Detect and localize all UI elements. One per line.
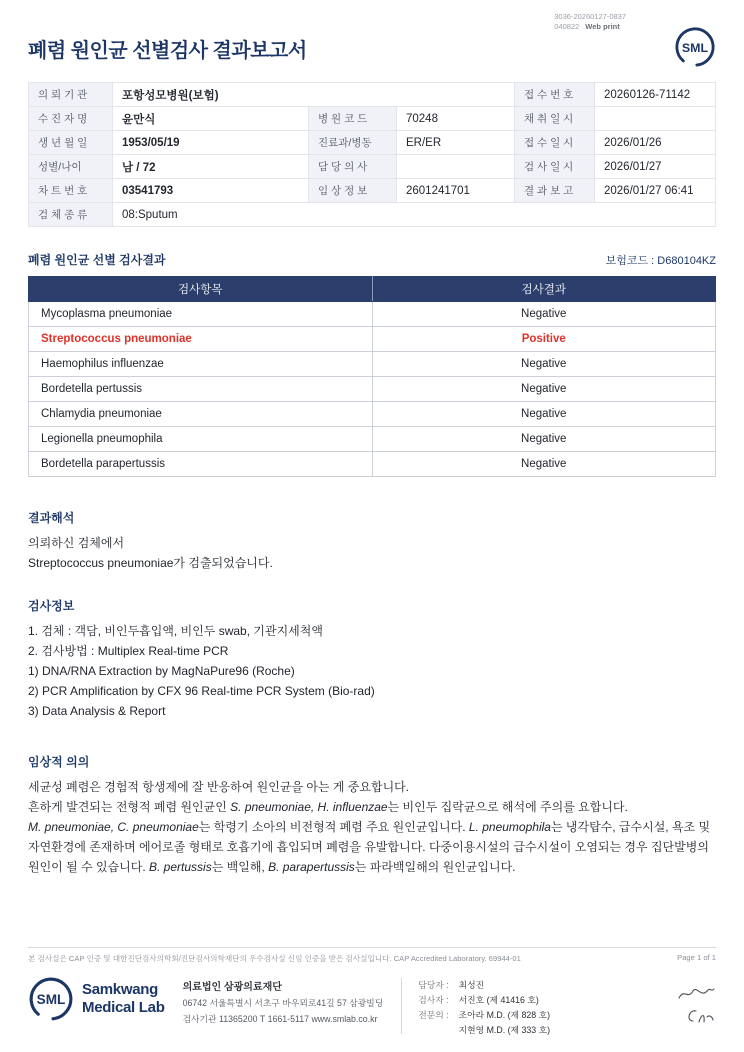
- label-receipt-no: 접 수 번 호: [515, 83, 595, 107]
- clinical-species-3: B. pertussis: [149, 860, 212, 874]
- clinical-line-1: 세균성 폐렴은 경험적 항생제에 잘 반응하여 원인균을 아는 게 중요합니다.: [28, 780, 410, 794]
- test-info-title: 검사정보: [28, 599, 75, 613]
- clinical-text-2: 는 냉각탑수, 급수시설, 욕조 및 자연환경에 존재하며 에어로졸 형태로 호흡기에 흡입되며 폐렴을 유발합니다. 다중이용시설의 급수시설이 오염되는 경우 집단발병의 원인이 될 수 있습니다.: [28, 820, 711, 874]
- label-specimen-type: 검 체 종 류: [29, 203, 113, 227]
- lab-name: [82, 981, 165, 1017]
- value-result-report: 2026/01/27 06:41: [595, 179, 716, 203]
- table-row: [29, 107, 716, 131]
- organization-contact: 검사기관 11365200 T 1661-5117 www.smlab.co.kr: [182, 1014, 378, 1024]
- table-row: [29, 155, 716, 179]
- label-chart-no: 차 트 번 호: [29, 179, 113, 203]
- manager-label: 담당자 :: [418, 980, 449, 990]
- table-row: [29, 179, 716, 203]
- table-row: [29, 203, 716, 227]
- clinical-line-2-species: S. pneumoniae, H. influenzae: [230, 800, 388, 814]
- results-section-bar: [28, 251, 716, 268]
- value-chart-no: 03541793: [113, 179, 309, 203]
- lab-name-line-1: Samkwang: [82, 981, 158, 998]
- test-info-line: 1) DNA/RNA Extraction by MagNaPure96 (Roche): [28, 664, 295, 678]
- organization-block: [183, 976, 384, 1025]
- clinical-line-2: [28, 797, 716, 817]
- test-result: Positive: [372, 327, 716, 352]
- insurance-code: 보험코드 : D680104KZ: [605, 255, 716, 267]
- report-header: [28, 26, 716, 68]
- test-name: Chlamydia pneumoniae: [29, 402, 373, 427]
- interpretation-title: 결과해석: [28, 511, 75, 525]
- lab-name-line-2: Medical Lab: [82, 999, 165, 1016]
- organization-address: 06742 서울특별시 서초구 바우뫼로41길 57 삼광빌딩: [182, 998, 384, 1008]
- label-patient-name: 수 진 자 명: [29, 107, 113, 131]
- table-row: [29, 131, 716, 155]
- table-row: [29, 402, 716, 427]
- clinical-text-4: 는 파라백일해의 원인균입니다.: [354, 860, 516, 874]
- clinical-species-1: M. pneumoniae, C. pneumoniae: [28, 820, 199, 834]
- print-code-2: [554, 22, 626, 32]
- specialist-name-2: 지현영 M.D. (제 333 호): [458, 1025, 551, 1035]
- patient-info-table: [28, 82, 716, 227]
- results-header-row: [29, 277, 716, 302]
- sml-logo-icon: [674, 26, 716, 68]
- interpretation-section: [28, 509, 716, 573]
- column-header-result: 검사결과: [372, 277, 716, 302]
- test-name: Legionella pneumophila: [29, 427, 373, 452]
- page-title: 폐렴 원인균 선별검사 결과보고서: [28, 40, 307, 62]
- certification-text: 본 검사실은 CAP 인증 및 대한진단검사의학회/진단검사의학재단의 우수검사실 신임 인증을 받은 검사실입니다. CAP Accredited Laboratory. 69944-01: [28, 954, 521, 963]
- test-name: Haemophilus influenzae: [29, 352, 373, 377]
- interpretation-line-2: Streptococcus pneumoniae가 검출되었습니다.: [28, 556, 273, 570]
- lab-brand: [28, 976, 165, 1022]
- test-name: Bordetella pertussis: [29, 377, 373, 402]
- test-info-line: 3) Data Analysis & Report: [28, 704, 166, 718]
- test-info-line: 2) PCR Amplification by CFX 96 Real-time PCR System (Bio-rad): [28, 684, 375, 698]
- clinical-species-4: B. parapertussis: [268, 860, 355, 874]
- clinical-paragraph: [28, 817, 716, 877]
- label-receipt-datetime: 접 수 일 시: [515, 131, 595, 155]
- results-table: [28, 276, 716, 477]
- value-hospital-code: 70248: [397, 107, 515, 131]
- sml-logo-icon: [28, 976, 74, 1022]
- value-sex-age: 남 / 72: [113, 155, 309, 179]
- test-result: Negative: [372, 427, 716, 452]
- clinical-line-2-post: 는 비인두 집락균으로 해석에 주의를 요합니다.: [387, 800, 628, 814]
- examiner-label: 검사자 :: [418, 995, 449, 1005]
- svg-text:SML: SML: [36, 992, 66, 1008]
- specialist-label-spacer: [418, 1023, 448, 1036]
- table-row: [29, 327, 716, 352]
- value-requesting-org: 포항성모병원(보험): [113, 83, 515, 107]
- value-specimen-type: 08:Sputum: [113, 203, 716, 227]
- value-department-ward: ER/ER: [397, 131, 515, 155]
- table-row: [29, 302, 716, 327]
- value-clinical-info: 2601241701: [397, 179, 515, 203]
- signature-icon: [676, 986, 716, 1007]
- table-row: [29, 377, 716, 402]
- test-name: Bordetella parapertussis: [29, 452, 373, 477]
- label-attending-doctor: 담 당 의 사: [309, 155, 397, 179]
- table-row: [29, 352, 716, 377]
- clinical-title: 임상적 의의: [28, 755, 90, 769]
- value-test-datetime: 2026/01/27: [595, 155, 716, 179]
- test-result: Negative: [372, 302, 716, 327]
- interpretation-line-1: 의뢰하신 검체에서: [28, 536, 125, 550]
- test-result: Negative: [372, 377, 716, 402]
- table-row: [29, 452, 716, 477]
- web-print-label: Web print: [585, 22, 620, 31]
- signatures: [676, 976, 716, 1031]
- certification-row: [28, 947, 716, 964]
- test-result: Negative: [372, 452, 716, 477]
- manager-name: 최성진: [458, 980, 485, 990]
- label-hospital-code: 병 원 코 드: [309, 107, 397, 131]
- signature-icon: [682, 1008, 716, 1031]
- value-receipt-no: 20260126-71142: [595, 83, 716, 107]
- page-number: Page 1 of 1: [677, 953, 716, 962]
- results-section-title: 폐렴 원인균 선별 검사결과: [28, 253, 166, 267]
- value-receipt-datetime: 2026/01/26: [595, 131, 716, 155]
- test-result: Negative: [372, 352, 716, 377]
- clinical-text-3: 는 백일해,: [211, 860, 269, 874]
- examiner-name: 서진호 (제 41416 호): [458, 995, 539, 1005]
- table-row: [29, 83, 716, 107]
- column-header-item: 검사항목: [29, 277, 373, 302]
- footer-bottom-row: [28, 976, 716, 1052]
- clinical-text-1: 는 학령기 소아의 비전형적 폐렴 주요 원인균입니다.: [198, 820, 469, 834]
- label-test-datetime: 검 사 일 시: [515, 155, 595, 179]
- value-attending-doctor: [397, 155, 515, 179]
- value-birthdate: 1953/05/19: [113, 131, 309, 155]
- staff-block: [418, 976, 550, 1036]
- organization-name: 의료법인 삼광의료재단: [182, 982, 282, 993]
- print-meta: [554, 12, 626, 32]
- label-requesting-org: 의 뢰 기 관: [29, 83, 113, 107]
- test-name: Streptococcus pneumoniae: [29, 327, 373, 352]
- label-department-ward: 진료과/병동: [309, 131, 397, 155]
- clinical-species-2: L. pneumophila: [468, 820, 551, 834]
- label-collection-datetime: 채 취 일 시: [515, 107, 595, 131]
- test-name: Mycoplasma pneumoniae: [29, 302, 373, 327]
- clinical-line-2-pre: 흔하게 발견되는 전형적 폐렴 원인균인: [28, 800, 231, 814]
- clinical-significance-section: [28, 753, 716, 877]
- label-birthdate: 생 년 월 일: [29, 131, 113, 155]
- test-info-line: 2. 검사방법 : Multiplex Real-time PCR: [28, 644, 229, 658]
- test-info-line: 1. 검체 : 객담, 비인두흡입액, 비인두 swab, 기관지세척액: [28, 624, 323, 638]
- value-collection-datetime: [595, 107, 716, 131]
- print-code-1: 3036-20260127-0837: [554, 12, 626, 21]
- label-result-report: 결 과 보 고: [515, 179, 595, 203]
- test-result: Negative: [372, 402, 716, 427]
- test-info-section: [28, 597, 716, 721]
- label-clinical-info: 임 상 정 보: [309, 179, 397, 203]
- label-sex-age: 성별/나이: [29, 155, 113, 179]
- report-footer: [28, 947, 716, 1052]
- footer-divider: [401, 978, 402, 1034]
- specialist-label: 전문의 :: [418, 1010, 449, 1020]
- print-code-2-value: 040822: [554, 22, 580, 31]
- specialist-name-1: 조아라 M.D. (제 828 호): [458, 1010, 551, 1020]
- value-patient-name: 윤만식: [113, 107, 309, 131]
- svg-text:SML: SML: [681, 40, 709, 55]
- table-row: [29, 427, 716, 452]
